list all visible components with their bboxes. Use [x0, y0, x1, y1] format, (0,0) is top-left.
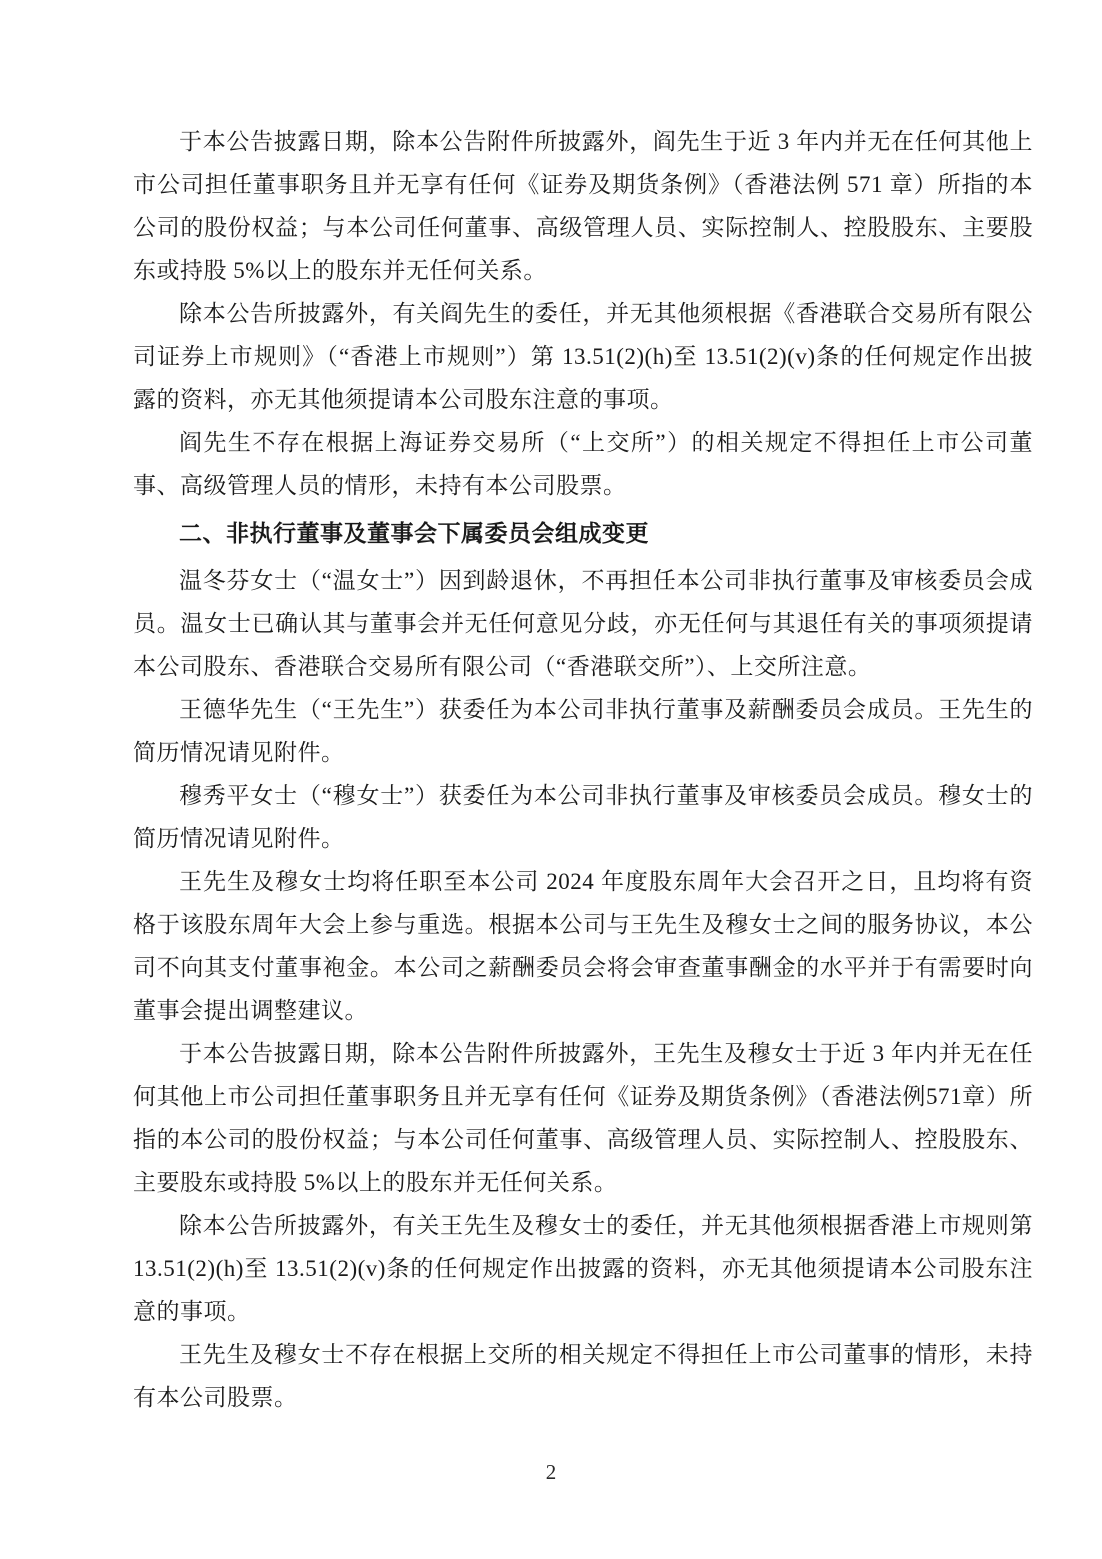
paragraph-wang-mu-sse-compliance: 王先生及穆女士不存在根据上交所的相关规定不得担任上市公司董事的情形，未持有本公司股票。	[133, 1342, 1033, 1410]
paragraph-term-and-remuneration: 王先生及穆女士均将任职至本公司 2024 年度股东周年大会召开之日，且均将有资格于该股东周年大会上参与重选。根据本公司与王先生及穆女士之间的服务协议，本公司不向其支付董事袍金。本公司之薪酬委员会将会审查董事酬金的水平并于有需要时向董事会提出调整建议。	[133, 869, 1033, 1023]
paragraph-yan-no-other-directorships: 于本公告披露日期，除本公告附件所披露外，阎先生于近 3 年内并无在任何其他上市公司担任董事职务且并无享有任何《证券及期货条例》（香港法例 571 章）所指的本公司的股份权益；与本公司任何董事、高级管理人员、实际控制人、控股股东、主要股东或持股 5%以上的股东并无任何关系。	[133, 129, 1034, 283]
paragraph-yan-sse-compliance: 阎先生不存在根据上海证券交易所（“上交所”）的相关规定不得担任上市公司董事、高级管理人员的情形，未持有本公司股票。	[133, 430, 1033, 498]
paragraph-yan-no-disclosure-required: 除本公告所披露外，有关阎先生的委任，并无其他须根据《香港联合交易所有限公司证券上市规则》（“香港上市规则”）第 13.51(2)(h)至 13.51(2)(v)条的任何规定作出披露的资料，亦无其他须提请本公司股东注意的事项。	[133, 301, 1033, 412]
page-number: 2	[545, 1460, 557, 1484]
paragraph-mu-appointment: 穆秀平女士（“穆女士”）获委任为本公司非执行董事及审核委员会成员。穆女士的简历情况请见附件。	[133, 783, 1033, 851]
paragraph-wen-retirement: 温冬芬女士（“温女士”）因到龄退休，不再担任本公司非执行董事及审核委员会成员。温女士已确认其与董事会并无任何意见分歧，亦无任何与其退任有关的事项须提请本公司股东、香港联合交易所有限公司（“香港联交所”）、上交所注意。	[133, 568, 1033, 679]
document-body	[133, 120, 1033, 1419]
section-heading-committee-change: 二、非执行董事及董事会下属委员会组成变更	[179, 521, 649, 546]
paragraph-wang-appointment: 王德华先生（“王先生”）获委任为本公司非执行董事及薪酬委员会成员。王先生的简历情况请见附件。	[133, 697, 1033, 765]
paragraph-wang-mu-no-other-directorships: 于本公告披露日期，除本公告附件所披露外，王先生及穆女士于近 3 年内并无在任何其他上市公司担任董事职务且并无享有任何《证券及期货条例》（香港法例571章）所指的本公司的股份权益；与本公司任何董事、高级管理人员、实际控制人、控股股东、主要股东或持股 5%以上的股东并无任何关系。	[133, 1041, 1033, 1195]
paragraph-wang-mu-no-disclosure-required: 除本公告所披露外，有关王先生及穆女士的委任，并无其他须根据香港上市规则第 13.51(2)(h)至 13.51(2)(v)条的任何规定作出披露的资料，亦无其他须提请本公司股东注意的事项。	[133, 1213, 1033, 1324]
